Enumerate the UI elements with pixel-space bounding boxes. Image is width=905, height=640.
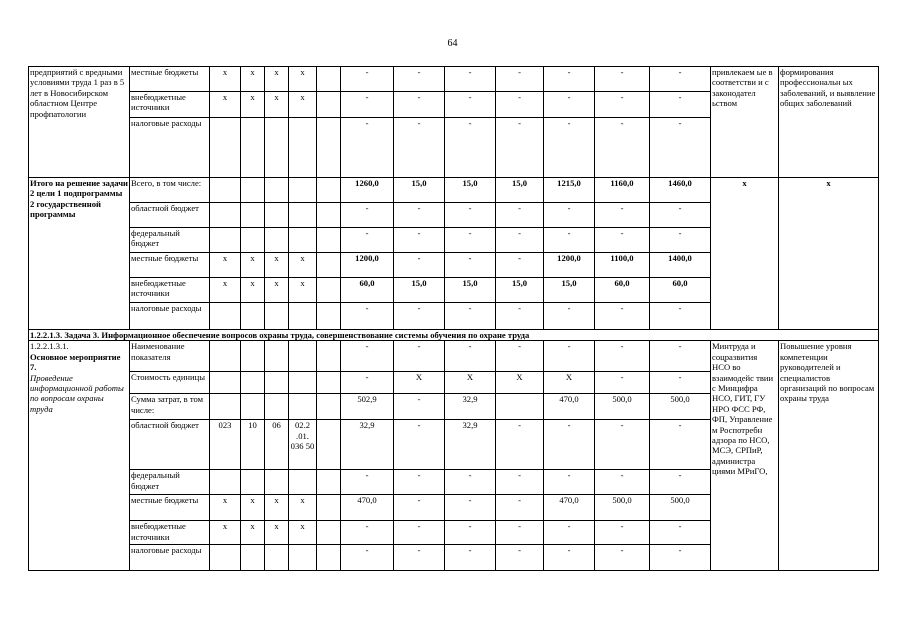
budget-code-cell (265, 545, 289, 571)
amount-cell: - (394, 203, 445, 228)
amount-cell: - (341, 545, 394, 571)
amount-cell: - (544, 341, 595, 372)
budget-code-cell (210, 203, 241, 228)
funding-source-cell: федеральный бюджет (130, 228, 210, 253)
budget-code-cell: х (289, 92, 317, 118)
amount-cell: 1160,0 (595, 178, 650, 203)
amount-cell: - (445, 470, 496, 495)
budget-code-cell (265, 341, 289, 372)
amount-cell: - (544, 420, 595, 470)
amount-cell: - (650, 118, 711, 178)
budget-code-cell: х (289, 495, 317, 521)
budget-code-cell (289, 118, 317, 178)
budget-code-cell: х (241, 67, 265, 92)
amount-cell: 1400,0 (650, 253, 711, 278)
amount-cell: - (544, 92, 595, 118)
budget-code-cell (317, 253, 341, 278)
budget-code-cell (317, 178, 341, 203)
executor-cell: Минтруда и соцразвития НСО во взаимодейс твии с Минцифра НСО, ГИТ, ГУ НРО ФСС РФ, ФП, Управление м Роспотребн адзора по НСО, МСЭ, СРПиР, администра циями МРиГО, (711, 341, 779, 571)
amount-cell: - (445, 228, 496, 253)
budget-code-cell: х (210, 521, 241, 545)
budget-code-cell: х (210, 495, 241, 521)
amount-cell: - (496, 92, 544, 118)
amount-cell: 1460,0 (650, 178, 711, 203)
amount-cell: - (595, 341, 650, 372)
amount-cell: - (496, 470, 544, 495)
budget-code-cell (265, 203, 289, 228)
page-number: 64 (447, 38, 458, 49)
budget-code-cell (289, 394, 317, 420)
activity-name-cell: предприятий с вредными условиями труда 1 раз в 5 лет в Новосибирском областном Центре профпатологии (29, 67, 130, 178)
funding-source-cell: налоговые расходы (130, 545, 210, 571)
amount-cell: 60,0 (595, 278, 650, 303)
amount-cell: 500,0 (595, 495, 650, 521)
amount-cell: - (650, 92, 711, 118)
budget-code-cell (241, 394, 265, 420)
activity-description: Проведение информационной работы по вопросам охраны труда (30, 372, 124, 414)
budget-code-cell (265, 118, 289, 178)
funding-source-cell: Сумма затрат, в том числе: (130, 394, 210, 420)
budget-code-cell (241, 118, 265, 178)
funding-source-cell: налоговые расходы (130, 303, 210, 330)
amount-cell: - (544, 67, 595, 92)
budget-code-cell (289, 372, 317, 394)
budget-code-cell (317, 495, 341, 521)
amount-cell: - (496, 341, 544, 372)
result-cell: формирования профессиональн ых заболеваний, и выявление общих заболеваний (779, 67, 879, 178)
budget-code-cell (289, 470, 317, 495)
amount-cell: - (650, 420, 711, 470)
amount-cell: - (650, 372, 711, 394)
budget-code-cell: х (289, 278, 317, 303)
amount-cell: - (595, 303, 650, 330)
amount-cell: Х (496, 372, 544, 394)
amount-cell: - (496, 495, 544, 521)
amount-cell: - (595, 228, 650, 253)
amount-cell: 15,0 (445, 178, 496, 203)
amount-cell: - (341, 372, 394, 394)
budget-code-cell (317, 203, 341, 228)
amount-cell: - (496, 203, 544, 228)
amount-cell: - (445, 253, 496, 278)
activity-title: Основное мероприятие 7. (30, 351, 121, 373)
amount-cell: Х (544, 372, 595, 394)
funding-source-cell: Всего, в том числе: (130, 178, 210, 203)
funding-source-cell: областной бюджет (130, 420, 210, 470)
funding-source-cell: областной бюджет (130, 203, 210, 228)
budget-code-cell: х (210, 253, 241, 278)
budget-code-cell (317, 394, 341, 420)
amount-cell: - (394, 228, 445, 253)
amount-cell: - (341, 303, 394, 330)
amount-cell: - (595, 420, 650, 470)
amount-cell: - (595, 372, 650, 394)
amount-cell: - (544, 545, 595, 571)
amount-cell: - (341, 341, 394, 372)
budget-code-cell (317, 67, 341, 92)
amount-cell: - (544, 118, 595, 178)
amount-cell: - (394, 545, 445, 571)
budget-code-cell (289, 228, 317, 253)
amount-cell: 1260,0 (341, 178, 394, 203)
budget-code-cell (317, 303, 341, 330)
funding-source-cell: внебюджетные источники (130, 278, 210, 303)
amount-cell: 60,0 (341, 278, 394, 303)
budget-code-cell (241, 372, 265, 394)
amount-cell: - (496, 67, 544, 92)
activity-name-cell: Итого на решение задачи 2 цели 1 подпрограммы 2 государственной программы (29, 178, 130, 330)
amount-cell: - (341, 470, 394, 495)
budget-code-cell (241, 545, 265, 571)
budget-code-cell (289, 341, 317, 372)
amount-cell: - (341, 521, 394, 545)
activity-code: 1.2.2.1.3.1. (30, 341, 69, 352)
section-heading: 1.2.2.1.3. Задача 3. Информационное обеспечение вопросов охраны труда, совершенствование системы обучения по охране труда (29, 330, 879, 341)
amount-cell: 502,9 (341, 394, 394, 420)
budget-code-cell (289, 203, 317, 228)
amount-cell: - (496, 521, 544, 545)
amount-cell: 15,0 (445, 278, 496, 303)
budget-code-cell (265, 470, 289, 495)
amount-cell: - (496, 303, 544, 330)
budget-code-cell (241, 228, 265, 253)
amount-cell: - (650, 303, 711, 330)
amount-cell: 470,0 (544, 495, 595, 521)
amount-cell: 15,0 (496, 178, 544, 203)
amount-cell: 32,9 (445, 394, 496, 420)
funding-source-cell: Наименование показателя (130, 341, 210, 372)
budget-code-cell (317, 228, 341, 253)
executor-cell: привлекаем ые в соответстви и с законодател ьством (711, 67, 779, 178)
budget-code-cell (241, 341, 265, 372)
budget-code-cell: х (265, 92, 289, 118)
amount-cell: - (544, 228, 595, 253)
funding-source-cell: местные бюджеты (130, 253, 210, 278)
amount-cell: - (595, 521, 650, 545)
amount-cell: - (445, 341, 496, 372)
amount-cell: - (445, 303, 496, 330)
budget-code-cell (289, 545, 317, 571)
budget-code-cell (289, 178, 317, 203)
budget-code-cell: х (241, 521, 265, 545)
amount-cell: - (650, 67, 711, 92)
amount-cell: 470,0 (544, 394, 595, 420)
budget-code-cell: 06 (265, 420, 289, 470)
amount-cell: 500,0 (595, 394, 650, 420)
amount-cell: - (394, 521, 445, 545)
amount-cell: 1200,0 (341, 253, 394, 278)
amount-cell: - (394, 495, 445, 521)
budget-code-cell: х (210, 92, 241, 118)
amount-cell: - (650, 521, 711, 545)
amount-cell: - (595, 118, 650, 178)
amount-cell: - (650, 228, 711, 253)
funding-source-cell: внебюджетные источники (130, 521, 210, 545)
budget-code-cell (317, 278, 341, 303)
budget-code-cell (289, 303, 317, 330)
funding-source-cell: Стоимость единицы (130, 372, 210, 394)
amount-cell: - (394, 420, 445, 470)
budget-code-cell (317, 521, 341, 545)
amount-cell: - (650, 545, 711, 571)
amount-cell: - (595, 92, 650, 118)
amount-cell: - (445, 545, 496, 571)
budget-code-cell (317, 372, 341, 394)
amount-cell: - (544, 203, 595, 228)
budget-code-cell (265, 372, 289, 394)
amount-cell: - (394, 118, 445, 178)
budget-code-cell (317, 92, 341, 118)
amount-cell: Х (445, 372, 496, 394)
budget-code-cell (241, 470, 265, 495)
program-table (28, 66, 879, 571)
budget-code-cell: 02.2 .01. 036 50 (289, 420, 317, 470)
budget-code-cell (317, 420, 341, 470)
amount-cell: - (394, 92, 445, 118)
funding-source-cell: налоговые расходы (130, 118, 210, 178)
amount-cell: 15,0 (394, 278, 445, 303)
amount-cell: - (341, 92, 394, 118)
activity-name-cell (29, 341, 130, 571)
budget-code-cell: х (265, 521, 289, 545)
amount-cell: - (496, 420, 544, 470)
executor-cell: х (711, 178, 779, 330)
budget-code-cell (265, 178, 289, 203)
budget-code-cell: х (210, 67, 241, 92)
budget-code-cell: х (241, 253, 265, 278)
budget-code-cell: х (241, 495, 265, 521)
amount-cell: - (650, 203, 711, 228)
amount-cell: - (394, 253, 445, 278)
amount-cell: - (496, 118, 544, 178)
amount-cell: - (394, 303, 445, 330)
amount-cell: - (595, 470, 650, 495)
amount-cell: 500,0 (650, 394, 711, 420)
budget-code-cell (210, 470, 241, 495)
budget-code-cell (210, 178, 241, 203)
amount-cell: Х (394, 372, 445, 394)
amount-cell: 1215,0 (544, 178, 595, 203)
amount-cell: - (496, 253, 544, 278)
budget-code-cell: х (241, 278, 265, 303)
amount-cell: - (544, 521, 595, 545)
budget-code-cell (210, 118, 241, 178)
amount-cell: - (445, 521, 496, 545)
amount-cell: - (394, 470, 445, 495)
funding-source-cell: местные бюджеты (130, 495, 210, 521)
amount-cell: - (445, 495, 496, 521)
budget-code-cell: х (289, 253, 317, 278)
table-row (29, 178, 879, 203)
amount-cell: - (341, 118, 394, 178)
funding-source-cell: федеральный бюджет (130, 470, 210, 495)
amount-cell: - (544, 303, 595, 330)
budget-code-cell: х (210, 278, 241, 303)
budget-code-cell (210, 372, 241, 394)
amount-cell: 32,9 (445, 420, 496, 470)
budget-code-cell (317, 118, 341, 178)
budget-code-cell (265, 303, 289, 330)
amount-cell: - (445, 67, 496, 92)
amount-cell: - (595, 203, 650, 228)
amount-cell: 15,0 (394, 178, 445, 203)
amount-cell (496, 394, 544, 420)
amount-cell: - (394, 394, 445, 420)
budget-code-cell: х (265, 278, 289, 303)
amount-cell: - (595, 67, 650, 92)
amount-cell: 1200,0 (544, 253, 595, 278)
amount-cell: - (445, 203, 496, 228)
budget-code-cell (241, 303, 265, 330)
amount-cell: - (496, 228, 544, 253)
budget-code-cell (210, 341, 241, 372)
result-cell: Повышение уровня компетенции руководителей и специалистов организаций по вопросам охраны труда (779, 341, 879, 571)
amount-cell: - (341, 228, 394, 253)
budget-code-cell: 023 (210, 420, 241, 470)
budget-code-cell (210, 394, 241, 420)
amount-cell: - (595, 545, 650, 571)
budget-code-cell (210, 228, 241, 253)
table-row (29, 67, 879, 92)
budget-code-cell (317, 341, 341, 372)
budget-code-cell: х (265, 67, 289, 92)
amount-cell: - (496, 545, 544, 571)
amount-cell: - (341, 203, 394, 228)
budget-code-cell: х (265, 495, 289, 521)
amount-cell: - (650, 470, 711, 495)
amount-cell: 500,0 (650, 495, 711, 521)
budget-code-cell (241, 178, 265, 203)
budget-code-cell (317, 545, 341, 571)
amount-cell: 60,0 (650, 278, 711, 303)
result-cell: х (779, 178, 879, 330)
budget-code-cell (265, 228, 289, 253)
budget-code-cell (265, 394, 289, 420)
amount-cell: - (650, 341, 711, 372)
amount-cell: - (394, 67, 445, 92)
budget-code-cell: х (289, 521, 317, 545)
budget-code-cell: х (289, 67, 317, 92)
amount-cell: 15,0 (496, 278, 544, 303)
budget-code-cell: х (241, 92, 265, 118)
amount-cell: 32,9 (341, 420, 394, 470)
amount-cell: - (445, 92, 496, 118)
budget-code-cell (210, 303, 241, 330)
table-row (29, 341, 879, 372)
budget-code-cell (241, 203, 265, 228)
budget-code-cell: 10 (241, 420, 265, 470)
amount-cell: 1100,0 (595, 253, 650, 278)
funding-source-cell: местные бюджеты (130, 67, 210, 92)
section-row (29, 330, 879, 341)
amount-cell: - (445, 118, 496, 178)
budget-code-cell: х (265, 253, 289, 278)
amount-cell: - (341, 67, 394, 92)
amount-cell: - (544, 470, 595, 495)
budget-code-cell (317, 470, 341, 495)
funding-source-cell: внебюджетные источники (130, 92, 210, 118)
amount-cell: 15,0 (544, 278, 595, 303)
amount-cell: 470,0 (341, 495, 394, 521)
budget-code-cell (210, 545, 241, 571)
amount-cell: - (394, 341, 445, 372)
